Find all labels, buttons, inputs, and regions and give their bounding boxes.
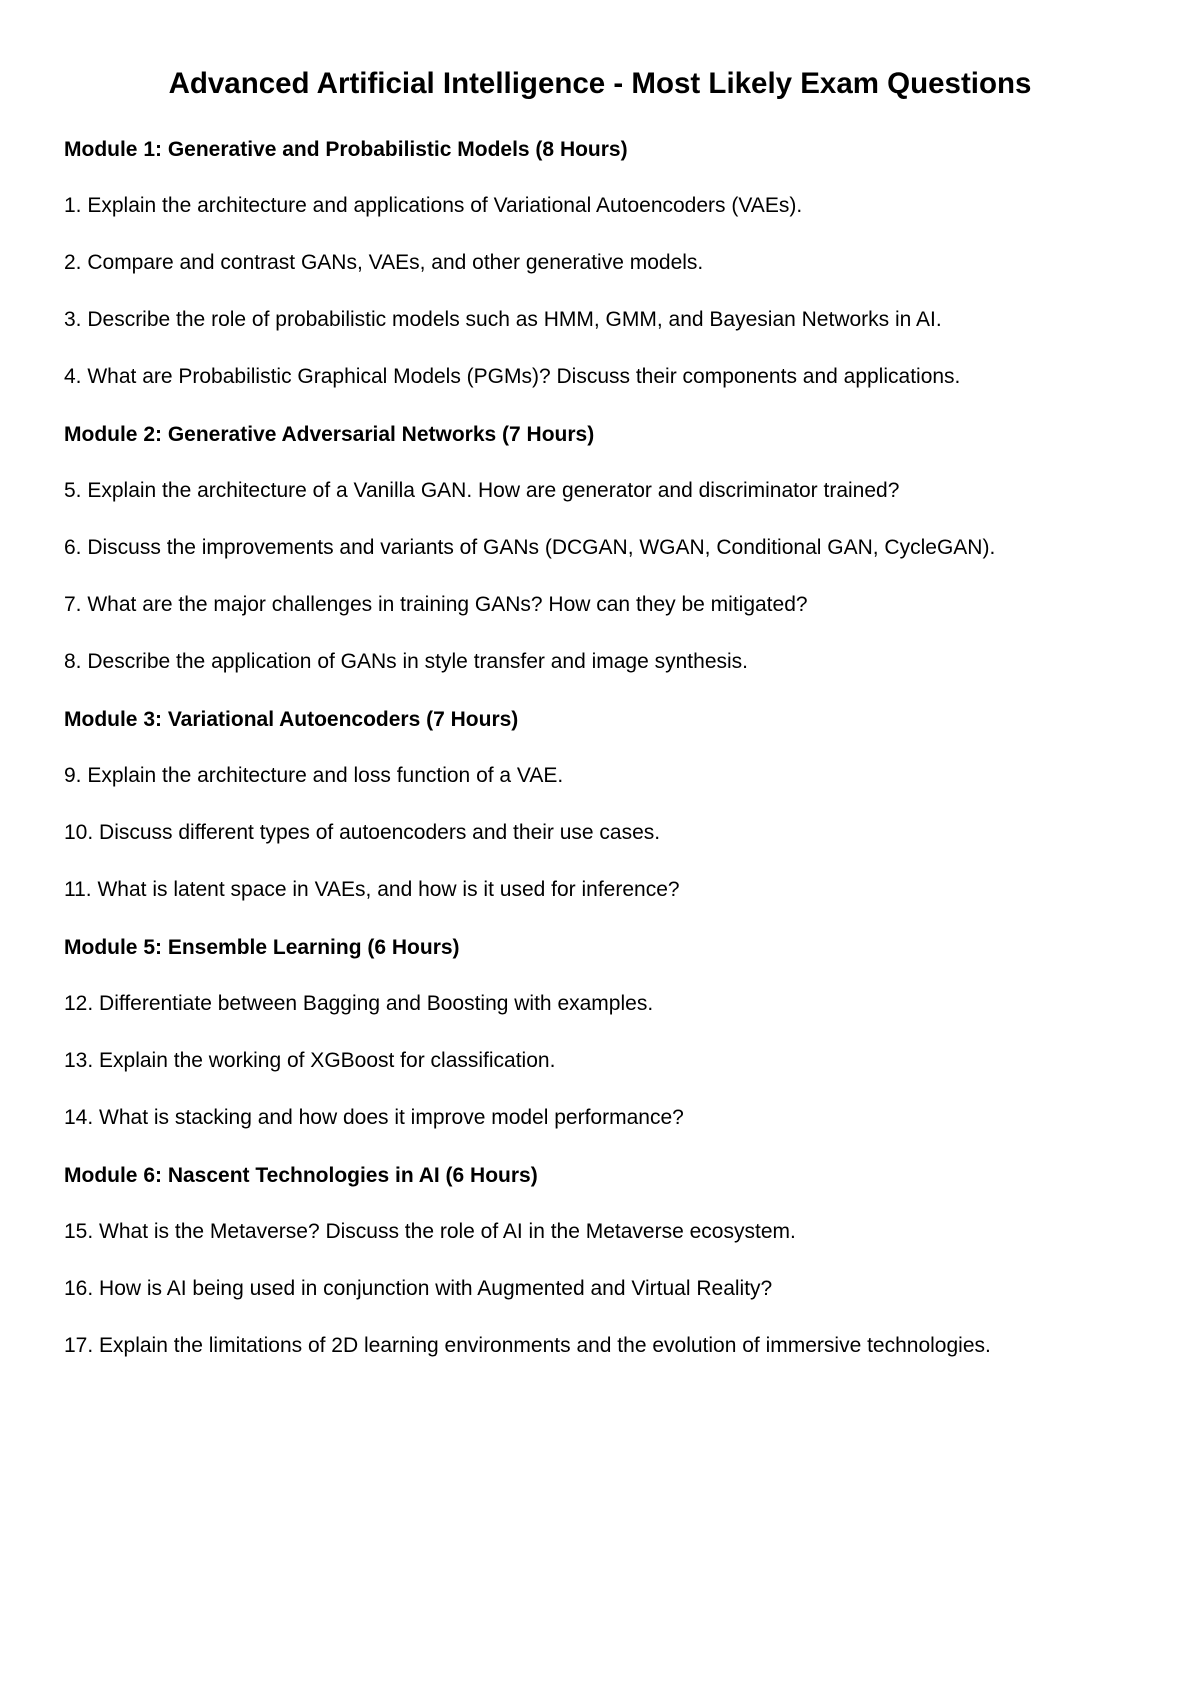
question-item: 5. Explain the architecture of a Vanilla GAN. How are generator and discriminator trained? [64,479,900,502]
question-item: 17. Explain the limitations of 2D learning environments and the evolution of immersive technologies. [64,1334,991,1357]
question-item: 4. What are Probabilistic Graphical Models (PGMs)? Discuss their components and applications. [64,365,961,388]
module-heading: Module 5: Ensemble Learning (6 Hours) [64,936,460,959]
module-heading: Module 1: Generative and Probabilistic Models (8 Hours) [64,138,628,161]
question-list [64,1216,1136,1362]
question-item: 13. Explain the working of XGBoost for classification. [64,1049,556,1072]
document-title: Advanced Artificial Intelligence - Most Likely Exam Questions [168,67,1032,100]
question-item: 1. Explain the architecture and applications of Variational Autoencoders (VAEs). [64,194,803,217]
question-item: 7. What are the major challenges in training GANs? How can they be mitigated? [64,593,808,616]
question-item: 6. Discuss the improvements and variants of GANs (DCGAN, WGAN, Conditional GAN, CycleGAN). [64,536,996,559]
question-item: 11. What is latent space in VAEs, and how is it used for inference? [64,878,680,901]
question-item: 10. Discuss different types of autoencoders and their use cases. [64,821,661,844]
module-heading: Module 2: Generative Adversarial Networks (7 Hours) [64,423,595,446]
module-section-3 [64,704,1136,906]
question-item: 16. How is AI being used in conjunction with Augmented and Virtual Reality? [64,1277,773,1300]
module-section-5 [64,932,1136,1134]
question-list [64,988,1136,1134]
question-item: 3. Describe the role of probabilistic models such as HMM, GMM, and Bayesian Networks in AI. [64,308,942,331]
question-item: 12. Differentiate between Bagging and Boosting with examples. [64,992,654,1015]
question-list [64,760,1136,906]
module-section-2 [64,419,1136,678]
question-item: 14. What is stacking and how does it improve model performance? [64,1106,684,1129]
question-item: 2. Compare and contrast GANs, VAEs, and other generative models. [64,251,704,274]
question-list [64,475,1136,678]
question-item: 8. Describe the application of GANs in style transfer and image synthesis. [64,650,748,673]
question-item: 9. Explain the architecture and loss function of a VAE. [64,764,564,787]
module-heading: Module 6: Nascent Technologies in AI (6 Hours) [64,1164,538,1187]
module-section-1 [64,134,1136,393]
question-list [64,190,1136,393]
module-heading: Module 3: Variational Autoencoders (7 Hours) [64,708,519,731]
question-item: 15. What is the Metaverse? Discuss the role of AI in the Metaverse ecosystem. [64,1220,796,1243]
module-section-6 [64,1160,1136,1362]
